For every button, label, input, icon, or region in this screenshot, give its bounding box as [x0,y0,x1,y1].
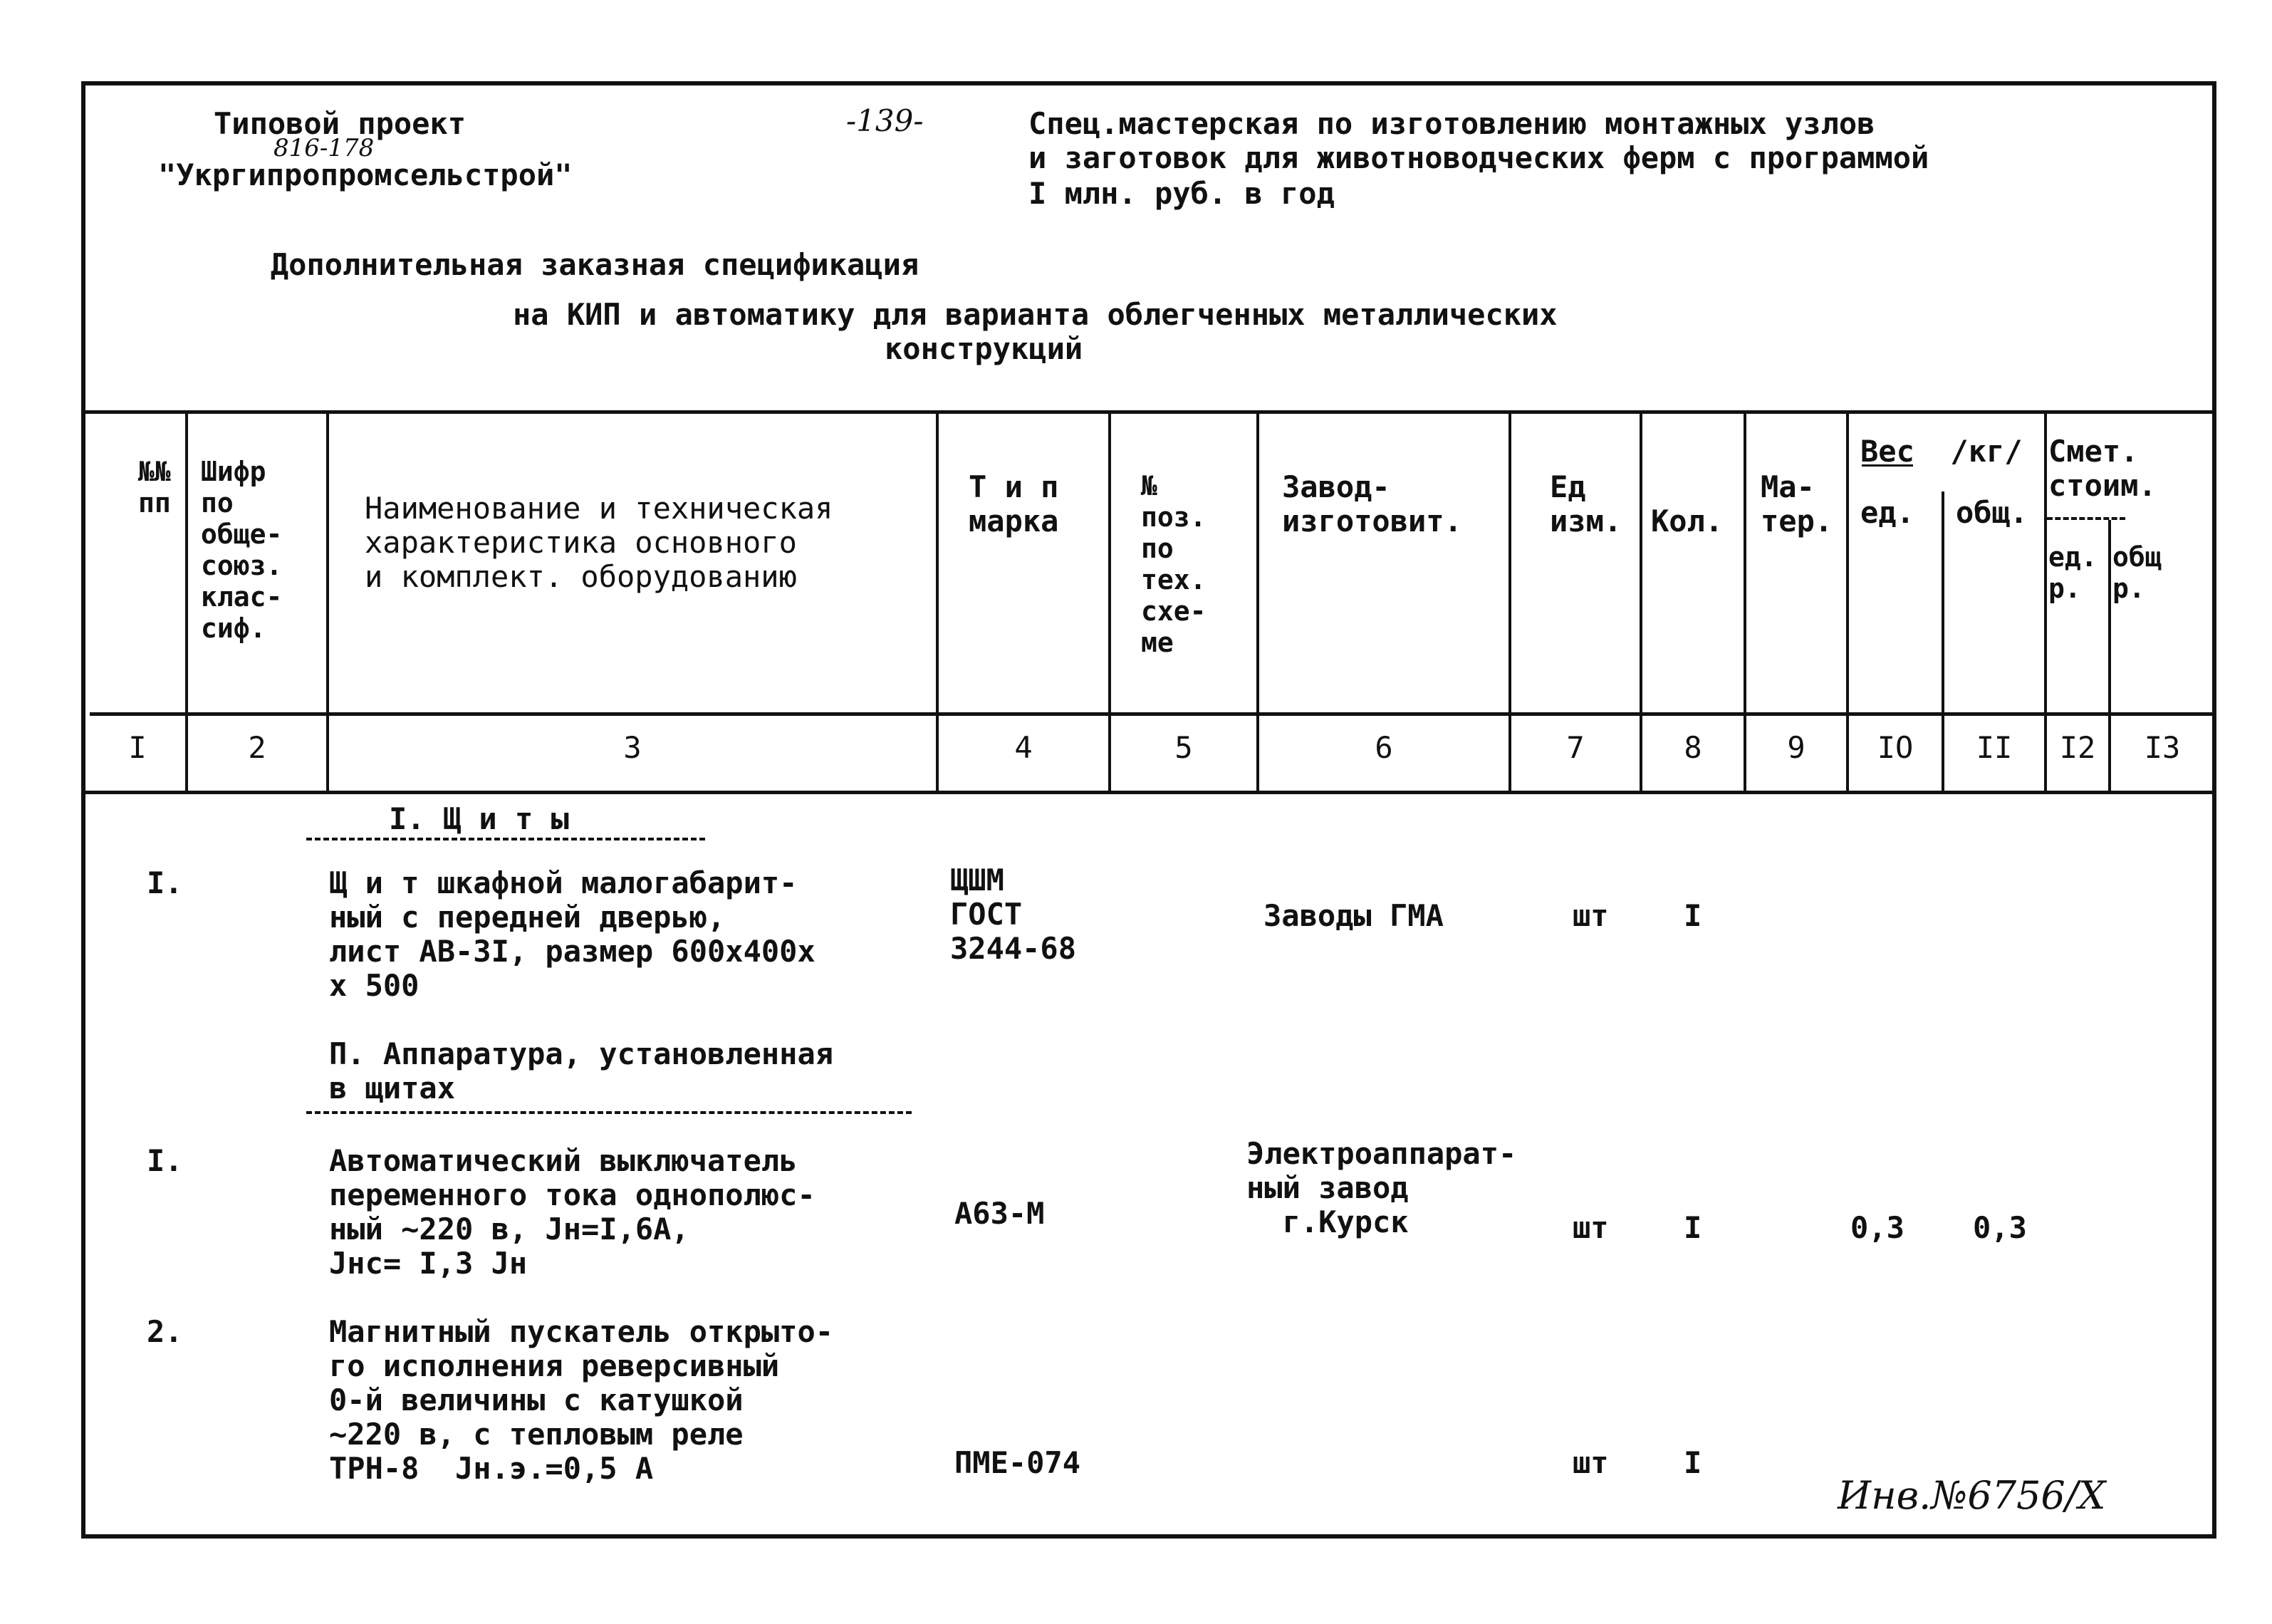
column-number: 6 [1375,730,1393,765]
column-number: IO [1877,730,1914,765]
subtitle-line-3: конструкций [885,331,1083,366]
section-underline [306,838,705,840]
row-number: I. [147,865,183,900]
row-name: Щ и т шкафной малогабарит- ный с передней дверью, лист АВ-3I, размер 600х400х х 500 [329,865,815,1003]
header-qty: Кол. [1651,504,1724,538]
column-number: I3 [2144,730,2181,765]
column-number: 8 [1684,730,1702,765]
column-number: I2 [2059,730,2096,765]
section-title: I. Щ и т ы [389,801,569,836]
header-weight-total: общ. [1956,495,2028,530]
project-number: 816-178 [273,134,375,162]
column-number: 9 [1787,730,1805,765]
title-line-3: I млн. руб. в год [1028,176,1335,211]
row-type: А63-М [954,1196,1045,1231]
row-type: ПМЕ-074 [954,1445,1081,1480]
header-cost-total: общ р. [2112,541,2162,604]
header-bottom-rule [90,712,2216,716]
column-number: 3 [623,730,642,765]
column-number: I [128,730,147,765]
organization-name: "Укргипропромсельстрой" [158,157,573,192]
header-name: Наименование и техническая характеристика основного и комплект. оборудованию [365,491,833,594]
title-line-1: Спец.мастерская по изготовлению монтажных узлов [1028,106,1875,141]
header-num: №№ пп [138,456,171,519]
row-unit: шт [1573,898,1609,933]
row-type: ЩШМ ГОСТ 3244-68 [950,863,1077,966]
row-factory: Электроаппарат- ный завод г.Курск [1246,1136,1517,1239]
column-number: 5 [1174,730,1193,765]
row-name: Автоматический выключатель переменного тока однополюс- ный ~220 в, Jн=I,6А, Jнс= I,3 Jн [329,1143,815,1281]
section-underline [306,1111,912,1114]
cost-split-dash [2047,517,2125,520]
row-unit: шт [1573,1445,1609,1480]
row-weight-unit: 0,3 [1850,1210,1904,1245]
page-number: -139- [846,103,924,138]
project-label: Типовой проект [214,106,467,141]
row-weight-total: 0,3 [1973,1210,2027,1245]
section-title: П. Аппаратура, установленная в щитах [329,1036,834,1105]
numbers-bottom-rule [81,791,2216,794]
subtitle-line-1: Дополнительная заказная спецификация [270,247,919,282]
column-number: II [1976,730,2013,765]
table-top-rule [81,410,2216,414]
header-position: № поз. по тех. схе- ме [1141,470,1207,658]
column-number: 7 [1566,730,1585,765]
header-cost: Смет. стоим. [2048,434,2157,503]
subtitle-line-2: на КИП и автоматику для варианта облегченных металлических [513,297,1558,332]
header-weight: Вес /кг/ [1860,434,2023,469]
header-type: Т и п марка [969,469,1059,538]
row-qty: I [1684,1445,1702,1480]
header-weight-unit: ед. [1860,495,1914,530]
title-line-2: и заготовок для животноводческих ферм с программой [1028,140,1929,175]
row-qty: I [1684,898,1702,933]
header-code: Шифр по обще- союз. клас- сиф. [201,456,283,644]
column-number: 2 [248,730,266,765]
header-cost-unit: ед. р. [2048,541,2098,604]
header-unit: Ед изм. [1550,469,1622,538]
row-qty: I [1684,1210,1702,1245]
inventory-number: Инв.№6756/X [1838,1473,2106,1518]
header-material: Ма- тер. [1761,469,1833,538]
row-factory: Заводы ГМА [1263,898,1444,933]
column-number: 4 [1014,730,1033,765]
row-number: I. [147,1143,183,1178]
row-unit: шт [1573,1210,1609,1245]
row-number: 2. [147,1314,183,1349]
row-name: Магнитный пускатель открыто- го исполнения реверсивный 0-й величины с катушкой ~220 в, с тепловым реле ТРН-8 Jн.э.=0,5 А [329,1314,834,1486]
header-factory: Завод- изготовит. [1282,469,1462,538]
